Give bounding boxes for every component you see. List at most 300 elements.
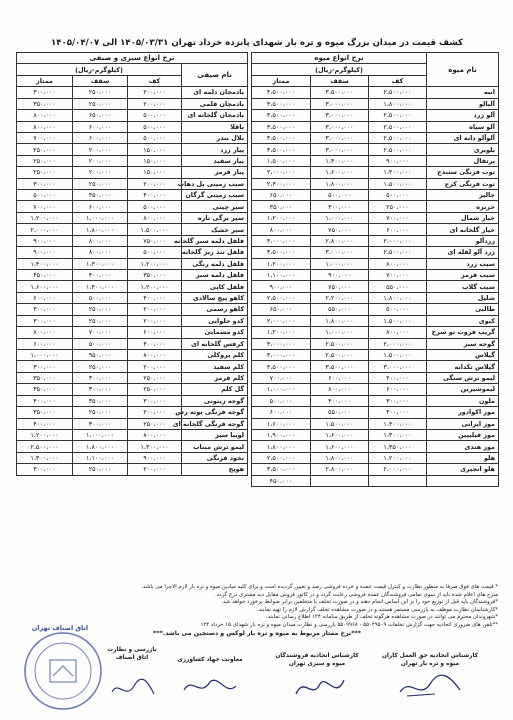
price-kaf: ۲،۵۰۰،۰۰۰: [369, 132, 427, 143]
price-kaf: ۱۵۰،۰۰۰: [128, 144, 182, 155]
price-saqf: ۱،۱۰۰،۰۰۰: [73, 452, 128, 463]
price-kaf: ۱۵۰،۰۰۰: [128, 167, 182, 178]
item-name: موز ایرانی: [427, 418, 499, 429]
veg-row: [17, 190, 248, 201]
price-saqf: ۳،۰۰۰،۰۰۰: [311, 98, 369, 109]
price-kaf: ۲۰۰،۰۰۰: [128, 315, 182, 326]
price-kaf: ۲۰۰،۰۰۰: [128, 464, 182, 475]
price-momtaz: ۶۵۰،۰۰۰: [252, 304, 311, 315]
price-saqf: ۲،۲۰۰،۰۰۰: [311, 292, 369, 303]
price-momtaz: ۳،۵۰۰،۰۰۰: [252, 464, 311, 475]
fruit-unit-header: (کیلوگرم-ریال): [252, 64, 427, 75]
price-momtaz: ۳۵۰،۰۰۰: [17, 372, 73, 383]
price-momtaz: ۳،۰۰۰،۰۰۰: [252, 349, 311, 360]
item-name: کلم بروکلی: [182, 349, 248, 360]
fruit-row: [252, 247, 499, 258]
fruit-row: [252, 212, 499, 223]
price-momtaz: ۲،۳۰۰،۰۰۰: [252, 178, 311, 189]
item-name: خیار شمال: [427, 212, 499, 223]
vegetable-price-table: [16, 52, 248, 476]
item-name: کلم قرمز: [182, 372, 248, 383]
fruit-row: [252, 110, 499, 121]
price-momtaz: ۲،۰۰۰،۰۰۰: [252, 315, 311, 326]
item-name: فلفل دلمه سبز گلخانه: [182, 235, 248, 246]
price-kaf: ۲،۰۰۰،۰۰۰: [369, 338, 427, 349]
price-momtaz: ۳۰۰،۰۰۰: [17, 178, 73, 189]
price-kaf: ۵۰۰،۰۰۰: [369, 304, 427, 315]
price-saqf: ۱،۰۰۰،۰۰۰: [311, 258, 369, 269]
item-name: کیوی: [427, 315, 499, 326]
veg-row: [17, 270, 248, 281]
item-name: نخود فرنگی: [182, 452, 248, 463]
price-momtaz: ۳،۵۰۰،۰۰۰: [252, 121, 311, 132]
price-saqf: ۳۰۰،۰۰۰: [73, 372, 128, 383]
price-saqf: ۹۵۰،۰۰۰: [73, 349, 128, 360]
item-name: موز فیلیپین: [427, 429, 499, 440]
price-kaf: ۲۵۰،۰۰۰: [128, 372, 182, 383]
note-line: مترح های اعلام شده باید از سوی تمامی فروشندگان عمده فروشی رعایت گردد و در کاتور فروش مقابل دید مشتری درج گردد.: [215, 591, 498, 598]
price-kaf: ۲۵۰،۰۰۰: [369, 201, 427, 212]
item-name: هلو: [427, 452, 499, 463]
price-momtaz: ۸۰۰،۰۰۰: [17, 121, 73, 132]
item-name: گوجه فرنگی گلخانه ای: [182, 418, 248, 429]
price-kaf: ۸۰۰،۰۰۰: [369, 258, 427, 269]
fruit-row: [252, 201, 499, 212]
veg-section-header: نرخ انواع سبزی و صیفی: [17, 53, 248, 64]
fruit-row: [252, 292, 499, 303]
price-saqf: ۶۵۰،۰۰۰: [73, 110, 128, 121]
fruit-row: [252, 155, 499, 166]
price-momtaz: ۲۵۰،۰۰۰: [17, 144, 73, 155]
price-kaf: ۲،۵۰۰،۰۰۰: [369, 121, 427, 132]
price-momtaz: ۱،۶۰۰،۰۰۰: [252, 418, 311, 429]
price-momtaz: ۶۰۰،۰۰۰: [17, 292, 73, 303]
price-kaf: ۱،۲۰۰،۰۰۰: [128, 281, 182, 292]
price-momtaz: ۱،۴۰۰،۰۰۰: [17, 258, 73, 269]
fruit-row: [252, 407, 499, 418]
price-kaf: ۶۰۰،۰۰۰: [128, 327, 182, 338]
price-saqf: ۳،۰۰۰،۰۰۰: [311, 247, 369, 258]
price-kaf: ۴۰۰،۰۰۰: [369, 407, 427, 418]
price-momtaz: ۳،۵۰۰،۰۰۰: [252, 132, 311, 143]
item-name: کاهو پیچ سالادی: [182, 292, 248, 303]
price-saqf: ۶۰۰،۰۰۰: [73, 121, 128, 132]
price-kaf: ۵۰۰،۰۰۰: [128, 247, 182, 258]
price-saqf: ۱،۳۰۰،۰۰۰: [73, 258, 128, 269]
price-kaf: ۲،۰۰۰،۰۰۰: [369, 235, 427, 246]
fruit-row: [252, 121, 499, 132]
price-momtaz: ۱،۳۰۰،۰۰۰: [17, 452, 73, 463]
price-saqf: ۴۰۰،۰۰۰: [73, 270, 128, 281]
price-kaf: ۱،۸۰۰،۰۰۰: [369, 98, 427, 109]
price-kaf: ۲،۵۰۰،۰۰۰: [369, 87, 427, 98]
price-saqf: [311, 475, 369, 486]
price-saqf: ۸۰۰،۰۰۰: [73, 235, 128, 246]
item-name: بادمجان دلمه ای: [182, 87, 248, 98]
item-name: توت فرنگی کرج: [427, 178, 499, 189]
price-kaf: ۱،۵۰۰،۰۰۰: [128, 224, 182, 235]
price-saqf: ۳،۰۰۰،۰۰۰: [311, 144, 369, 155]
price-saqf: ۷۰۰،۰۰۰: [73, 327, 128, 338]
item-name: سیب قرمز: [427, 270, 499, 281]
item-name: گیلاس: [427, 349, 499, 360]
price-kaf: ۴۰۰،۰۰۰: [128, 338, 182, 349]
sheet-title: کشف قیمت در میدان بزرگ میوه و تره بار شهدای پانزده خرداد تهران ۱۴۰۵/۰۳/۳۱ الی ۱۴۰۵/۰۴/۰۷: [51, 38, 463, 48]
price-momtaz: ۱،۰۰۰،۰۰۰: [252, 384, 311, 395]
price-momtaz: ۷۰۰،۰۰۰: [17, 132, 73, 143]
price-momtaz: ۶۰۰،۰۰۰: [17, 338, 73, 349]
signatory-4: بازرسی و نظارت اتاق اصناف: [107, 647, 157, 661]
price-kaf: ۵۰۰،۰۰۰: [128, 132, 182, 143]
price-kaf: ۸۰۰،۰۰۰: [128, 429, 182, 440]
price-kaf: ۹۰۰،۰۰۰: [369, 155, 427, 166]
fruit-name-header: نام میوه: [427, 53, 499, 87]
price-momtaz: ۳۰۰،۰۰۰: [17, 464, 73, 475]
price-kaf: ۶۰۰،۰۰۰: [369, 224, 427, 235]
note-line: *شهروندان محترم می توانند در صورت مشاهده هرگونه تخلف از طریق سامانه ۱۲۴ اطلاع رسانی نمایند.: [265, 614, 498, 621]
fruit-row: [252, 87, 499, 98]
item-name: باقلا: [182, 121, 248, 132]
price-saqf: ۲۵۰،۰۰۰: [73, 178, 128, 189]
fruit-row: [252, 372, 499, 383]
veg-col-kaf: کف: [128, 75, 182, 86]
fruit-row: [252, 258, 499, 269]
signature-scribble: [290, 670, 350, 704]
price-kaf: ۲۰۰،۰۰۰: [128, 407, 182, 418]
signatory-2: کارشناس اتحادیه فروشندگان میوه و سبزی تهران: [275, 653, 359, 667]
veg-row: [17, 327, 248, 338]
veg-row: [17, 452, 248, 463]
veg-row: [17, 292, 248, 303]
price-momtaz: ۳۵۰،۰۰۰: [252, 201, 311, 212]
price-momtaz: ۲۵۰،۰۰۰: [17, 167, 73, 178]
note-line: *فروشندگان باید قبل از توزیع خود را بر این اساس انجام دهند و در صورت تخلف با متخلفین برابر ضوابط برخورد خواهد شد.: [221, 599, 498, 606]
item-name: زردآلو: [427, 235, 499, 246]
price-saqf: ۸۰۰،۰۰۰: [73, 247, 128, 258]
fruit-row: [252, 338, 499, 349]
price-momtaz: ۱،۲۰۰،۰۰۰: [17, 212, 73, 223]
price-kaf: ۴۰۰،۰۰۰: [128, 190, 182, 201]
item-name: سیب زمینی پل دهاب: [182, 178, 248, 189]
fruit-row: [252, 167, 499, 178]
price-saqf: ۳۰۰،۰۰۰: [73, 384, 128, 395]
price-momtaz: ۱،۰۰۰،۰۰۰: [17, 349, 73, 360]
signature-scribble: [108, 676, 158, 702]
price-saqf: ۲،۸۰۰،۰۰۰: [311, 235, 369, 246]
veg-row: [17, 247, 248, 258]
price-momtaz: ۴۵۰،۰۰۰: [17, 270, 73, 281]
item-name: بلوبری: [427, 144, 499, 155]
price-kaf: ۸۰۰،۰۰۰: [369, 327, 427, 338]
item-name: زرد آلو لقله ای: [427, 247, 499, 258]
item-name: پرتقال: [427, 155, 499, 166]
price-saqf: ۱،۸۰۰،۰۰۰: [311, 315, 369, 326]
price-kaf: ۲۰۰،۰۰۰: [128, 98, 182, 109]
price-momtaz: ۶۵۰،۰۰۰: [252, 190, 311, 201]
veg-row: [17, 212, 248, 223]
item-name: گوجه زیتونی: [182, 395, 248, 406]
price-momtaz: ۱،۸۰۰،۰۰۰: [252, 441, 311, 452]
item-name: کدو مسمایی: [182, 327, 248, 338]
price-saqf: ۵۵۰،۰۰۰: [311, 407, 369, 418]
price-saqf: ۲۵۰،۰۰۰: [73, 464, 128, 475]
veg-name-header: نام صیفی: [182, 64, 248, 87]
item-name: سیب زرد: [427, 258, 499, 269]
fruit-price-table: [251, 52, 499, 487]
price-kaf: ۱،۲۰۰،۰۰۰: [369, 452, 427, 463]
price-saqf: ۱،۸۰۰،۰۰۰: [311, 178, 369, 189]
price-momtaz: ۳۰۰،۰۰۰: [17, 87, 73, 98]
item-name: طالبی: [427, 304, 499, 315]
price-kaf: ۲،۵۰۰،۰۰۰: [369, 144, 427, 155]
price-kaf: ۷۰۰،۰۰۰: [369, 212, 427, 223]
item-name: فلفل دلمه رنگی: [182, 258, 248, 269]
price-saqf: ۴۵۰،۰۰۰: [73, 190, 128, 201]
fruit-row: [252, 190, 499, 201]
veg-row: [17, 418, 248, 429]
price-kaf: ۱،۳۰۰،۰۰۰: [369, 429, 427, 440]
price-momtaz: ۳،۰۰۰،۰۰۰: [252, 235, 311, 246]
price-saqf: ۵۰۰،۰۰۰: [73, 292, 128, 303]
fruit-row: [252, 441, 499, 452]
price-momtaz: ۳،۵۰۰،۰۰۰: [252, 247, 311, 258]
fruit-row: [252, 132, 499, 143]
price-momtaz: ۲،۰۰۰،۰۰۰: [252, 167, 311, 178]
price-momtaz: ۱،۲۰۰،۰۰۰: [252, 327, 311, 338]
item-name: هلو انجیری: [427, 464, 499, 475]
price-saqf: ۳۰۰،۰۰۰: [73, 418, 128, 429]
price-momtaz: ۱،۹۰۰،۰۰۰: [252, 429, 311, 440]
veg-row: [17, 121, 248, 132]
fruit-row: [252, 349, 499, 360]
price-kaf: [369, 475, 427, 486]
price-saqf: ۳۰۰،۰۰۰: [311, 201, 369, 212]
price-kaf: ۳۰۰،۰۰۰: [369, 395, 427, 406]
price-saqf: ۲۰۰،۰۰۰: [73, 144, 128, 155]
item-name: بادمجان گلخانه ای: [182, 110, 248, 121]
price-saqf: ۳،۵۰۰،۰۰۰: [311, 87, 369, 98]
item-name: شلیل: [427, 292, 499, 303]
price-saqf: ۱،۶۰۰،۰۰۰: [311, 429, 369, 440]
official-stamp: [22, 630, 104, 712]
price-saqf: ۱،۸۰۰،۰۰۰: [311, 452, 369, 463]
price-kaf: ۱،۲۰۰،۰۰۰: [128, 258, 182, 269]
price-momtaz: ۴،۵۰۰،۰۰۰: [252, 87, 311, 98]
note-line: *کارشناسان نظارت موظف به بازرسی مستمر هستند و در صورت مشاهده تخلف گزارش لازم را تهیه نمایند.: [256, 606, 498, 613]
item-name: آلو زرد: [427, 110, 499, 121]
price-momtaz: ۱،۱۰۰،۰۰۰: [252, 270, 311, 281]
item-name: موز اکوادور: [427, 407, 499, 418]
price-saqf: ۱،۴۰۰،۰۰۰: [73, 281, 128, 292]
price-kaf: ۱،۵۰۰،۰۰۰: [369, 349, 427, 360]
fruit-row: [252, 224, 499, 235]
item-name: سیب زمینی گرگان: [182, 190, 248, 201]
price-kaf: ۱،۴۰۰،۰۰۰: [369, 167, 427, 178]
veg-row: [17, 349, 248, 360]
item-name: آلو سیاه: [427, 121, 499, 132]
item-name: سیر چینی: [182, 201, 248, 212]
price-saqf: ۵۰۰،۰۰۰: [73, 338, 128, 349]
price-momtaz: ۸۰۰،۰۰۰: [252, 224, 311, 235]
price-kaf: ۷۰۰،۰۰۰: [369, 270, 427, 281]
veg-row: [17, 224, 248, 235]
item-name: آلبالو: [427, 98, 499, 109]
price-saqf: ۱،۰۰۰،۰۰۰: [311, 327, 369, 338]
price-saqf: ۲۰۰،۰۰۰: [73, 167, 128, 178]
fruit-col-momtaz: ممتاز: [252, 75, 311, 86]
item-name: سیر خشک: [182, 224, 248, 235]
fruit-row: [252, 270, 499, 281]
veg-row: [17, 155, 248, 166]
item-name: گوجه سبز: [427, 338, 499, 349]
price-momtaz: ۳،۵۰۰،۰۰۰: [252, 98, 311, 109]
price-saqf: ۱،۳۰۰،۰۰۰: [311, 155, 369, 166]
fruit-row: [252, 464, 499, 475]
price-saqf: ۲۵۰،۰۰۰: [73, 98, 128, 109]
veg-row: [17, 87, 248, 98]
price-saqf: ۱،۰۰۰،۰۰۰: [311, 212, 369, 223]
veg-row: [17, 441, 248, 452]
price-saqf: ۲۵۰،۰۰۰: [73, 315, 128, 326]
veg-row: [17, 144, 248, 155]
price-momtaz: ۹۰۰،۰۰۰: [17, 235, 73, 246]
item-name: کدو حلوایی: [182, 315, 248, 326]
price-momtaz: ۶۰۰،۰۰۰: [252, 407, 311, 418]
price-momtaz: ۳۰۰،۰۰۰: [17, 361, 73, 372]
price-saqf: ۴۰۰،۰۰۰: [311, 395, 369, 406]
item-name: پیاز سفید: [182, 155, 248, 166]
price-momtaz: ۳،۰۰۰،۰۰۰: [252, 338, 311, 349]
price-saqf: ۳،۵۰۰،۰۰۰: [311, 361, 369, 372]
veg-row: [17, 372, 248, 383]
price-momtaz: ۲،۵۰۰،۰۰۰: [252, 292, 311, 303]
price-momtaz: ۳،۵۰۰،۰۰۰: [252, 144, 311, 155]
item-name: لیمو ترش میناب: [182, 441, 248, 452]
price-kaf: ۱،۳۵۰،۰۰۰: [369, 441, 427, 452]
veg-row: [17, 407, 248, 418]
item-name: گل کلم: [182, 384, 248, 395]
item-name: بلال بندر: [182, 132, 248, 143]
price-saqf: ۶۰۰،۰۰۰: [73, 201, 128, 212]
price-saqf: ۶۰۰،۰۰۰: [73, 132, 128, 143]
price-saqf: ۷۵۰،۰۰۰: [311, 224, 369, 235]
item-name: [427, 475, 499, 486]
veg-unit-header: (کیلوگرم-ریال): [17, 64, 182, 75]
price-kaf: ۵۵۰،۰۰۰: [369, 281, 427, 292]
price-kaf: ۲۵۰،۰۰۰: [128, 418, 182, 429]
price-kaf: ۵۰۰،۰۰۰: [369, 190, 427, 201]
signature-scribble: [180, 672, 240, 702]
price-kaf: ۳۰۰،۰۰۰: [128, 395, 182, 406]
veg-row: [17, 167, 248, 178]
price-momtaz: ۱،۶۰۰،۰۰۰: [17, 281, 73, 292]
fruit-row: [252, 327, 499, 338]
item-name: کاهو رسمی: [182, 304, 248, 315]
price-momtaz: ۱،۲۰۰،۰۰۰: [252, 212, 311, 223]
fruit-row: [252, 452, 499, 463]
price-saqf: ۲۵۰،۰۰۰: [73, 304, 128, 315]
price-kaf: ۴۰۰،۰۰۰: [369, 372, 427, 383]
price-momtaz: ۴۰۰،۰۰۰: [17, 395, 73, 406]
veg-col-momtaz: ممتاز: [17, 75, 73, 86]
item-name: لیموشیرین: [427, 384, 499, 395]
veg-row: [17, 258, 248, 269]
fruit-row: [252, 178, 499, 189]
item-name: لوبیا سبز: [182, 429, 248, 440]
price-saqf: ۶۰۰،۰۰۰: [311, 372, 369, 383]
price-momtaz: ۲،۰۰۰،۰۰۰: [17, 224, 73, 235]
price-saqf: ۲،۸۰۰،۰۰۰: [311, 464, 369, 475]
item-name: لیمو ترش سنگی: [427, 372, 499, 383]
veg-row: [17, 110, 248, 121]
price-saqf: ۱،۶۰۰،۰۰۰: [311, 441, 369, 452]
price-momtaz: ۲،۵۰۰،۰۰۰: [17, 441, 73, 452]
price-saqf: ۲۰۰،۰۰۰: [73, 155, 128, 166]
price-saqf: ۲۵۰،۰۰۰: [73, 361, 128, 372]
price-saqf: ۷۵۰،۰۰۰: [311, 281, 369, 292]
price-momtaz: ۲۵۰،۰۰۰: [17, 155, 73, 166]
fruit-col-kaf: کف: [369, 75, 427, 86]
price-kaf: ۲،۵۰۰،۰۰۰: [369, 247, 427, 258]
price-saqf: ۲،۵۰۰،۰۰۰: [311, 349, 369, 360]
note-line: **تلفن های ضروری اتحادیه جهت گزارش تخلفات ۵۵۰۴۹۵۰۹ - ۵۵۰۹۹۶۸ بازرسی و نظارت میدان میوه و تره بار شهدای ۱۵ خرداد ۱۲۴: [200, 621, 498, 628]
veg-row: [17, 464, 248, 475]
item-name: فلفل تند ریز گلخانه: [182, 247, 248, 258]
price-kaf: ۲۰۰،۰۰۰: [128, 361, 182, 372]
item-name: خربزه: [427, 201, 499, 212]
veg-row: [17, 132, 248, 143]
item-name: فلفل دلمه سبز: [182, 270, 248, 281]
veg-row: [17, 304, 248, 315]
veg-row: [17, 429, 248, 440]
price-saqf: ۳،۰۰۰،۰۰۰: [311, 132, 369, 143]
price-saqf: ۱،۸۰۰،۰۰۰: [73, 441, 128, 452]
item-name: کلم سفید: [182, 361, 248, 372]
price-kaf: ۱،۵۰۰،۰۰۰: [369, 315, 427, 326]
price-momtaz: ۳۵۰،۰۰۰: [17, 98, 73, 109]
price-momtaz: ۹۰۰،۰۰۰: [17, 247, 73, 258]
item-name: انبه: [427, 87, 499, 98]
item-name: خیار گلخانه ای: [427, 224, 499, 235]
item-name: پیاز زرد: [182, 144, 248, 155]
price-kaf: ۹۰۰،۰۰۰: [128, 452, 182, 463]
fruit-row: [252, 281, 499, 292]
price-saqf: ۳،۰۰۰،۰۰۰: [311, 121, 369, 132]
price-kaf: ۲،۰۰۰،۰۰۰: [369, 464, 427, 475]
fruit-row: [252, 384, 499, 395]
fruit-row: [252, 475, 499, 486]
price-saqf: ۸۰۰،۰۰۰: [311, 384, 369, 395]
price-momtaz: ۷۰۰،۰۰۰: [17, 201, 73, 212]
price-saqf: ۱،۸۰۰،۰۰۰: [73, 224, 128, 235]
price-kaf: ۵۰۰،۰۰۰: [128, 201, 182, 212]
price-kaf: ۵۰۰،۰۰۰: [128, 110, 182, 121]
veg-col-saqf: سقف: [73, 75, 128, 86]
signature-scribble: [395, 672, 465, 702]
item-name: کرفس گلخانه ای: [182, 338, 248, 349]
price-momtaz: ۸۰۰،۰۰۰: [17, 327, 73, 338]
fruit-row: [252, 395, 499, 406]
veg-row: [17, 361, 248, 372]
item-name: گریپ فروت تو سرخ: [427, 327, 499, 338]
price-kaf: ۲۰۰،۰۰۰: [128, 87, 182, 98]
price-momtaz: ۵۰۰،۰۰۰: [252, 395, 311, 406]
price-kaf: ۱،۸۰۰،۰۰۰: [369, 292, 427, 303]
item-name: فلفل کاپی: [182, 281, 248, 292]
price-kaf: ۲۵۰،۰۰۰: [128, 384, 182, 395]
price-saqf: ۲،۵۰۰،۰۰۰: [311, 338, 369, 349]
price-kaf: ۶۰۰،۰۰۰: [369, 384, 427, 395]
